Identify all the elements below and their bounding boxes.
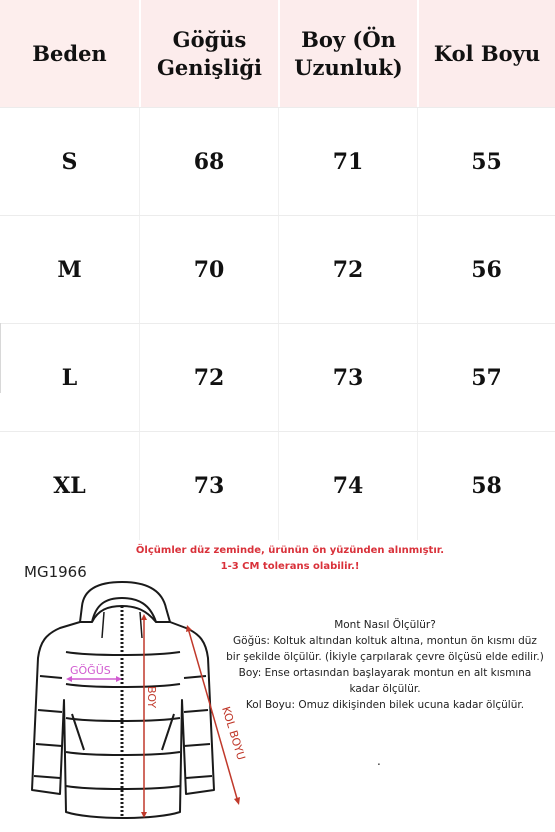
table-header-row <box>0 0 555 107</box>
chest-cell: 72 <box>139 324 278 432</box>
guide-title: Mont Nasıl Ölçülür? <box>334 619 436 631</box>
size-cell: M <box>57 257 82 283</box>
guide-dot: . <box>377 754 381 768</box>
length-cell: 72 <box>278 216 417 324</box>
table-row <box>0 215 555 324</box>
sleeve-cell: 57 <box>417 324 555 432</box>
size-cell: XL <box>53 473 86 499</box>
guide-length: Boy: Ense ortasından başlayarak montun en alt kısmına kadar ölçülür. <box>238 667 532 695</box>
measurement-guide <box>225 617 545 713</box>
table-row <box>0 107 555 216</box>
model-code: MG1966 <box>24 563 87 581</box>
length-cell: 71 <box>278 108 417 216</box>
measurement-notice <box>100 543 480 575</box>
header-front-length: Boy (Ön Uzunluk) <box>278 0 417 107</box>
sleeve-cell: 55 <box>417 108 555 216</box>
length-label: BOY <box>145 686 158 709</box>
header-chest-width: Göğüs Genişliği <box>139 0 278 107</box>
length-cell: 73 <box>278 324 417 432</box>
chest-cell: 70 <box>139 216 278 324</box>
chest-label: GÖĞÜS <box>70 664 111 677</box>
sleeve-label: KOL BOYU <box>219 705 248 762</box>
notice-line-2: 1-3 CM tolerans olabilir.! <box>220 561 360 572</box>
guide-sleeve: Kol Boyu: Omuz dikişinden bilek ucuna kadar ölçülür. <box>245 699 525 711</box>
table-row <box>0 323 555 432</box>
table-row <box>0 431 555 540</box>
notice-line-1: Ölçümler düz zeminde, ürünün ön yüzünden alınmıştır. <box>135 545 445 556</box>
chest-measure-marker <box>66 664 122 682</box>
header-size: Beden <box>0 0 139 107</box>
chest-cell: 73 <box>139 432 278 540</box>
chest-cell: 68 <box>139 108 278 216</box>
size-cell: S <box>61 149 78 175</box>
header-sleeve-length: Kol Boyu <box>417 0 555 107</box>
row-divider-mark <box>0 323 1 393</box>
sleeve-cell: 58 <box>417 432 555 540</box>
length-cell: 74 <box>278 432 417 540</box>
size-cell: L <box>61 365 78 391</box>
sleeve-cell: 56 <box>417 216 555 324</box>
guide-chest: Göğüs: Koltuk altından koltuk altına, montun ön kısmı düz bir şekilde ölçülür. (İkiyle çarpılarak çevre ölçüsü elde edilir.) <box>226 635 544 663</box>
